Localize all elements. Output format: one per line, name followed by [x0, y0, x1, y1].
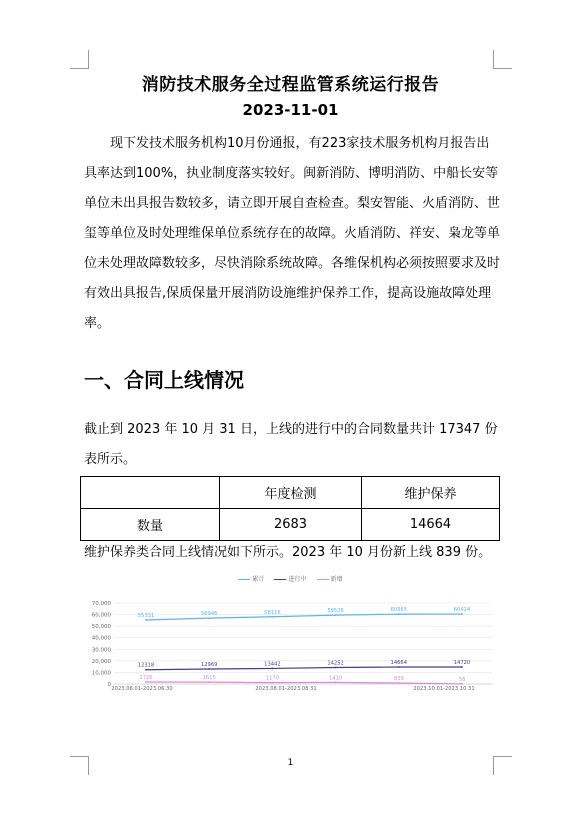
- y-tick-label: 60,000: [91, 612, 111, 619]
- data-label: 12969: [200, 661, 218, 668]
- series-line: [146, 614, 462, 620]
- series-point: [208, 617, 210, 619]
- intro-paragraph: [84, 129, 502, 339]
- data-label: 14720: [453, 659, 471, 666]
- table-cell: 数量: [81, 509, 220, 541]
- series-point: [461, 613, 463, 615]
- series-point: [272, 668, 274, 670]
- series-point: [145, 619, 147, 621]
- y-tick-label: 50,000: [91, 624, 111, 631]
- chart-caption: 维护保养类合同上线情况如下所示。2023 年 10 月份新上线 839 份。: [84, 545, 492, 560]
- series-point: [145, 681, 147, 683]
- document-title: 消防技术服务全过程监管系统运行报告: [141, 75, 440, 95]
- crop-mark-top-right: [493, 50, 512, 69]
- series-point: [461, 683, 463, 685]
- data-label: 56946: [200, 611, 218, 618]
- crop-mark-top-left: [70, 50, 89, 69]
- series-point: [461, 666, 463, 668]
- data-label: 1410: [328, 675, 343, 682]
- series-point: [272, 616, 274, 618]
- data-label: 14252: [327, 660, 344, 667]
- data-label: 58116: [264, 609, 281, 616]
- series-point: [145, 669, 147, 671]
- document-date: 2023-11-01: [242, 101, 339, 119]
- series-point: [398, 613, 400, 615]
- data-label: 14664: [390, 660, 408, 667]
- data-label: 12318: [137, 662, 155, 669]
- data-label: 59526: [327, 608, 344, 615]
- section-paragraph: 截止到 2023 年 10 月 31 日，上线的进行中的合同数量共计 17347 份表所示。: [84, 422, 498, 467]
- section-heading: 一、合同上线情况: [84, 368, 244, 392]
- series-line: [146, 682, 462, 684]
- legend-label: 进行中: [288, 576, 307, 583]
- contract-table: [80, 476, 500, 541]
- y-tick-label: 30,000: [91, 647, 111, 654]
- table-header-cell: [81, 477, 220, 509]
- y-tick-label: 20,000: [91, 658, 111, 665]
- series-point: [335, 667, 337, 669]
- x-tick-label: 2023.10.01-2023.10.31: [413, 686, 475, 692]
- data-label: 1615: [202, 675, 216, 682]
- x-tick-label: 2023.08.01-2023.08.31: [255, 686, 317, 692]
- table-header-cell: 维护保养: [362, 477, 500, 509]
- series-point: [272, 682, 274, 684]
- data-label: 60365: [390, 607, 408, 614]
- y-tick-label: 70,000: [91, 601, 111, 607]
- y-tick-label: 0: [107, 682, 111, 688]
- y-tick-label: 10,000: [91, 670, 111, 677]
- table-cell: 2683: [220, 509, 362, 541]
- legend-label: 累计: [252, 576, 265, 583]
- series-line: [146, 667, 462, 670]
- series-point: [208, 668, 210, 670]
- y-tick-label: 40,000: [91, 635, 111, 642]
- data-label: 1170: [265, 675, 280, 682]
- data-label: 1726: [139, 675, 153, 682]
- legend-label: 新增: [330, 576, 343, 583]
- series-point: [398, 682, 400, 684]
- table-header-row: [81, 477, 500, 509]
- page-number: 1: [287, 758, 294, 768]
- series-point: [398, 666, 400, 668]
- intro-text: 现下发技术服务机构10月份通报，有223家技术服务机构月报告出具率达到100%，执业制度落实较好。闽新消防、博明消防、中船长安等单位未出具报告数较多，请立即开展自查检查。梨安智能、火盾消防、世玺等单位及时处理维保单位系统存在的故障。火盾消防、祥安、枭龙等单位未处理故障数较多，尽快消除系统故障。各维保机构必须按照要求及时有效出具报告,保质保量开展消防设施维护保养工作，提高设施故障处理率。: [84, 136, 501, 331]
- data-label: 58: [458, 676, 466, 683]
- data-label: 839: [393, 676, 404, 683]
- table-row: [81, 509, 500, 541]
- data-label: 13442: [264, 661, 281, 668]
- series-point: [335, 614, 337, 616]
- data-label: 60424: [453, 607, 471, 614]
- series-point: [208, 681, 210, 683]
- x-tick-label: 2023.06.01-2023.06.30: [111, 686, 173, 692]
- table-header-cell: 年度检测: [220, 477, 362, 509]
- data-label: 55331: [137, 612, 155, 619]
- series-point: [335, 681, 337, 683]
- contract-line-chart: [84, 574, 504, 696]
- table-cell: 14664: [362, 509, 500, 541]
